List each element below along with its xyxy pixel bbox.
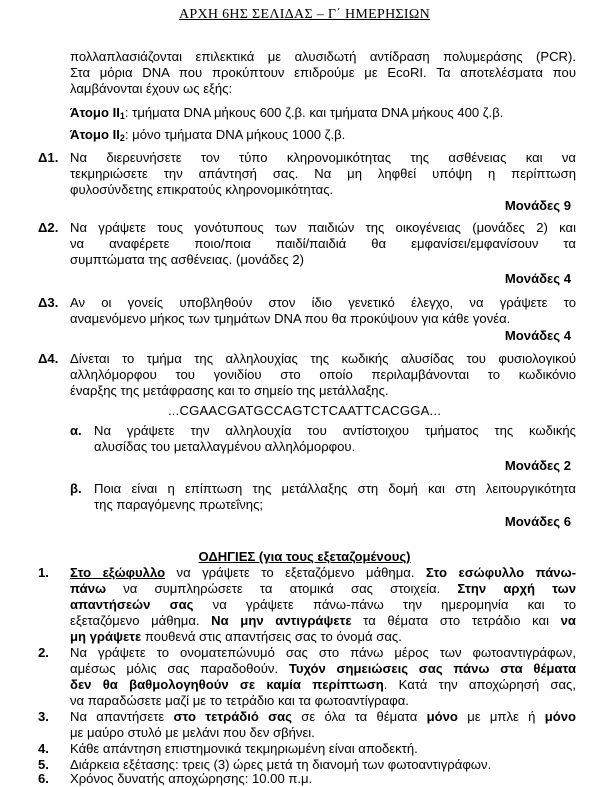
d4b-marks: Μονάδες 6 — [504, 514, 571, 529]
instr-1-text: να γράψετε το εξεταζόμενο μάθημα. — [165, 565, 426, 580]
atom-ii1-label: Άτομο ΙΙ — [70, 105, 120, 120]
d2-line-3: συμπτώματα της ασθένειας. (μονάδες 2) — [70, 252, 304, 267]
instr-3-line-1 — [70, 709, 576, 725]
instr-1-bold: Στην αρχή των — [457, 581, 576, 596]
instructions-title: ΟΔΗΓΙΕΣ (για τους εξεταζομένους) — [198, 549, 411, 564]
d4b-label: β. — [70, 481, 82, 496]
instr-6-num: 6. — [38, 771, 49, 786]
instr-1-text: να γράψετε πάνω-πάνω την ημερομηνία και το — [193, 597, 576, 612]
instr-2-line-2 — [70, 661, 576, 677]
d4b-line-1: Ποια είναι η επίπτωση της μετάλλαξης στη δομή και στη λειτουργικότητα — [94, 481, 576, 496]
instr-3-bold: μόνο — [426, 709, 458, 724]
instr-2-text: . Κατά την αποχώρησή σας, — [383, 677, 576, 692]
instr-1-line-4 — [70, 613, 576, 629]
instr-1-line-2 — [70, 581, 576, 597]
instr-1-bold: πάνω — [70, 581, 107, 596]
d2-line-1: Να γράψετε τους γονότυπους των παιδιών της οικογένειας (μονάδες 2) και — [70, 220, 576, 235]
d4-line-2: αλληλόμορφου του γονιδίου στο οποίο περιλαμβάνονται το κωδικόνιο — [70, 367, 576, 382]
d3-marks: Μονάδες 4 — [504, 328, 571, 343]
d2-marks: Μονάδες 4 — [504, 271, 571, 286]
d4-line-1: Δίνεται το τμήμα της αλληλουχίας της κωδικής αλυσίδας του φυσιολογικού — [70, 351, 576, 366]
instr-3-text: με μπλε ή — [457, 709, 545, 724]
d4a-label: α. — [70, 423, 82, 438]
d1-label: Δ1. — [38, 150, 59, 165]
instr-1-bold: απαντήσεών σας — [70, 597, 194, 612]
instr-2-line-1: Να γράψετε το ονοματεπώνυμό σας στο πάνω μέρος των φωτοαντιγράφων, — [70, 645, 576, 660]
page-header: ΑΡΧΗ 6ΗΣ ΣΕΛΙΔΑΣ – Γ΄ ΗΜΕΡΗΣΙΩΝ — [178, 7, 431, 22]
instr-1-bold: Στο εσώφυλλο πάνω- — [425, 565, 576, 580]
d1-line-1: Να διερευνήσετε τον τύπο κληρονομικότητας της ασθένειας και να — [70, 150, 576, 165]
instr-1-text: τα θέματα στο τετράδιο και — [351, 613, 561, 628]
dna-sequence: ...CGAACGATGCCAGTCTCAATTCACGGA... — [167, 403, 442, 418]
d1-line-3: φυλοσύνδετης επικρατούς κληρονομικότητας. — [70, 182, 334, 197]
d1-line-2: τεκμηριώσετε την απάντησή σας. Να μη ληφθεί υπόψη η περίπτωση — [70, 166, 576, 181]
instr-6-text: Χρόνος δυνατής αποχώρησης: 10.00 π.μ. — [70, 771, 313, 786]
atom-ii1-line — [70, 105, 503, 124]
d4a-line-2: αλυσίδας του μεταλλαγμένου αλληλόμορφου. — [94, 439, 356, 454]
instr-2-bold: δεν θα βαθμολογηθούν σε καμία περίπτωση — [70, 677, 384, 692]
d3-label: Δ3. — [38, 295, 59, 310]
instr-2-text: αμέσως μόλις σας παραδοθούν. — [70, 661, 289, 676]
instr-5-text: Διάρκεια εξέτασης: τρεις (3) ώρες μετά τη διανομή των φωτοαντιγράφων. — [70, 757, 492, 772]
instr-3-bold: μόνο — [544, 709, 576, 724]
instr-4-num: 4. — [38, 741, 49, 756]
instr-1-bold: Να μην αντιγράψετε — [211, 613, 352, 628]
d4a-line-1: Να γράψετε την αλληλουχία του αντίστοιχου τμήματος της κωδικής — [94, 423, 576, 438]
d2-line-2: να αναφέρετε ποιο/ποια παιδί/παιδιά θα εμφανίσει/εμφανίσουν τα — [70, 236, 576, 251]
instr-2-bold: Τυχόν σημειώσεις σας πάνω στα θέματα — [288, 661, 577, 676]
instr-3-text: Να απαντήσετε — [70, 709, 174, 724]
instr-1-text: εξεταζόμενο μάθημα. — [70, 613, 212, 628]
instr-2-line-3 — [70, 677, 576, 693]
instr-3-num: 3. — [38, 709, 49, 724]
d4-label: Δ4. — [38, 351, 59, 366]
instr-1-line-3 — [70, 597, 576, 613]
d4-line-3: έναρξης της μετάφρασης και το σημείο της μετάλλαξης. — [70, 383, 389, 398]
d4a-marks: Μονάδες 2 — [504, 458, 571, 473]
instr-1-bold: Στο εξώφυλλο — [70, 565, 166, 580]
atom-ii2-line — [70, 127, 345, 146]
intro-line-1: πολλαπλασιάζονται επιλεκτικά με αλυσιδωτή αντίδραση πολυμεράσης (PCR). — [70, 49, 576, 64]
atom-ii1-text: : τμήματα DNA μήκους 600 ζ.β. και τμήματα DNA μήκους 400 ζ.β. — [124, 105, 504, 120]
instr-1-text: να συμπληρώσετε τα ατομικά σας στοιχεία. — [106, 581, 458, 596]
instr-3-text: σε όλα τα θέματα — [291, 709, 427, 724]
intro-line-2: Στα μόρια DNA που προκύπτουν επιδρούμε με EcoRI. Τα αποτελέσματα που — [70, 65, 576, 80]
instr-3-line-2: με μαύρο στυλό με μελάνι που δεν σβήνει. — [70, 725, 315, 740]
d2-label: Δ2. — [38, 220, 59, 235]
atom-ii1-sub: 1 — [119, 111, 125, 121]
d3-line-2: αναμενόμενο μήκος των τμημάτων DNA που θα προκύψουν για κάθε γονέα. — [70, 311, 511, 326]
instr-3-bold: στο τετράδιό σας — [173, 709, 292, 724]
intro-line-3: λαμβάνονται έχουν ως εξής: — [70, 81, 233, 96]
instr-4-text: Κάθε απάντηση επιστημονικά τεκμηριωμένη είναι αποδεκτή. — [70, 741, 418, 756]
instr-1-line-1 — [70, 565, 576, 581]
instr-1-line-5 — [70, 629, 402, 645]
atom-ii2-sub: 2 — [119, 133, 125, 143]
instr-1-text: πουθενά στις απαντήσεις σας το όνομά σας. — [141, 629, 402, 644]
atom-ii2-label: Άτομο ΙΙ — [70, 127, 120, 142]
instr-5-num: 5. — [38, 757, 49, 772]
instr-1-num: 1. — [38, 565, 49, 580]
instr-2-num: 2. — [38, 645, 49, 660]
atom-ii2-text: : μόνο τμήματα DNA μήκους 1000 ζ.β. — [124, 127, 346, 142]
instr-2-line-4: να παραδώσετε μαζί με το τετράδιο και τα φωτοαντίγραφα. — [70, 693, 409, 708]
d1-marks: Μονάδες 9 — [504, 198, 571, 213]
d3-line-1: Αν οι γονείς υποβληθούν στον ίδιο γενετικό έλεγχο, να γράψετε το — [70, 295, 576, 310]
instr-1-bold: να — [560, 613, 576, 628]
d4b-line-2: της παραγόμενης πρωτεΐνης; — [94, 497, 264, 512]
instr-1-bold: μη γράψετε — [70, 629, 142, 644]
